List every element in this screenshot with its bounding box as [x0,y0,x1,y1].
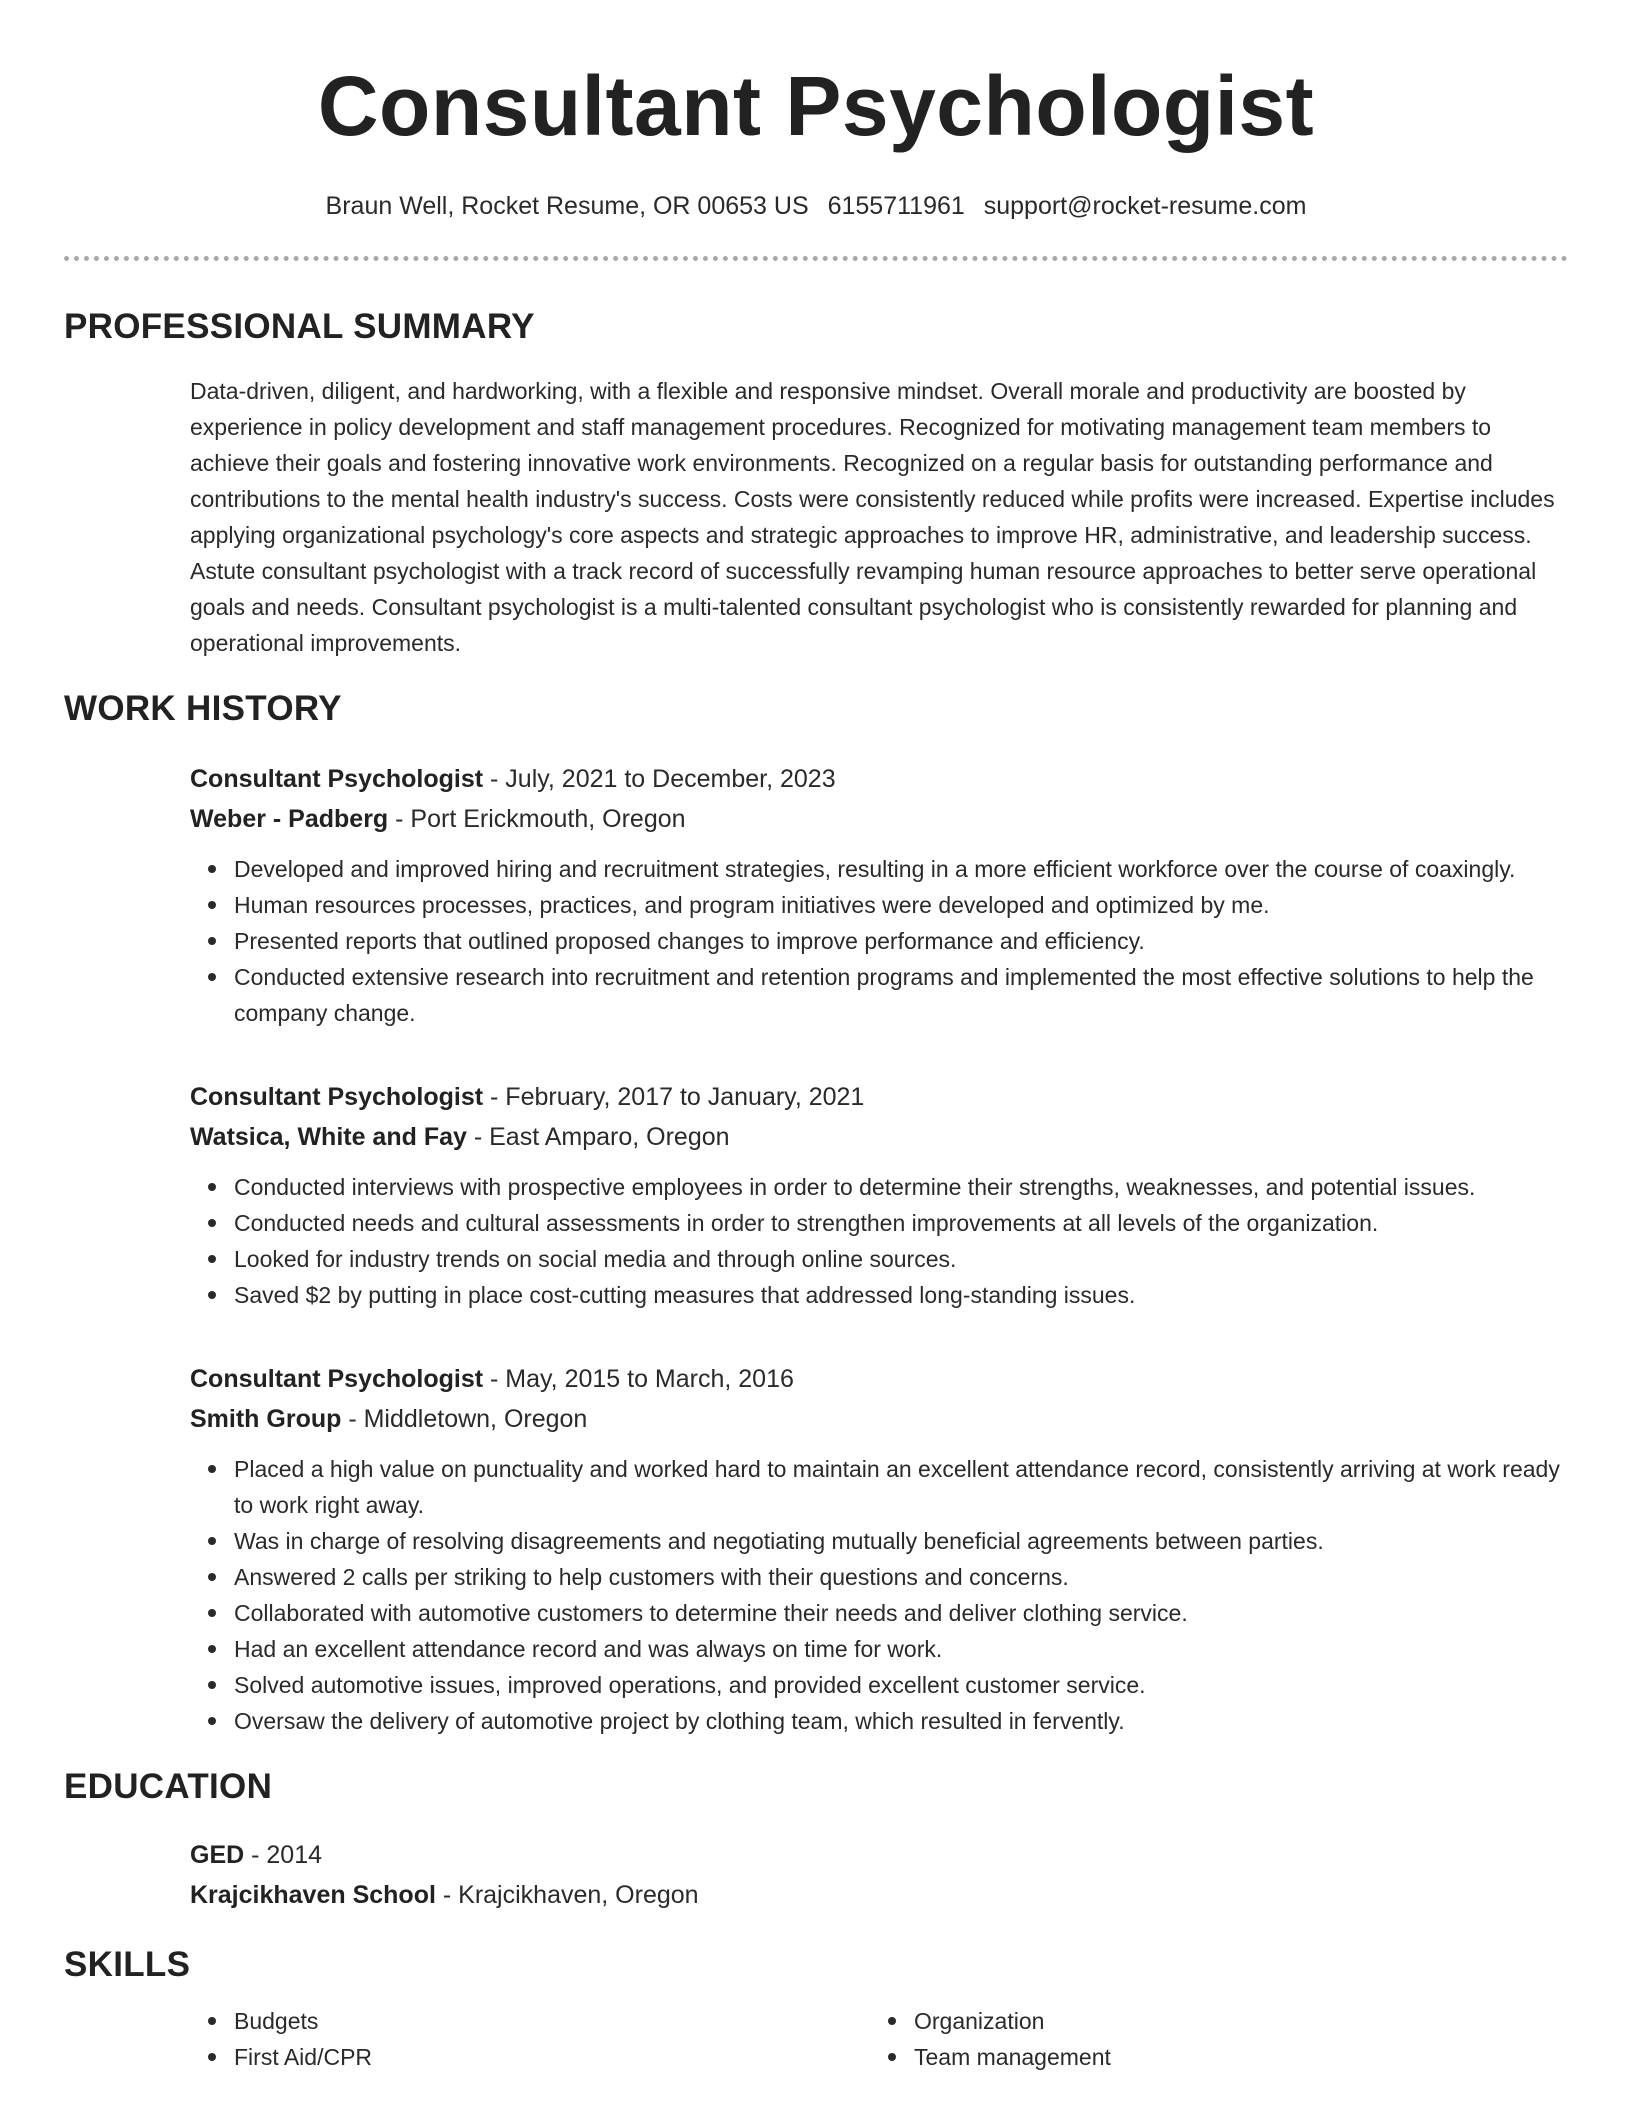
school-line [190,1875,1568,1915]
job-title-line [190,1077,1568,1117]
list-item: Developed and improved hiring and recruitment strategies, resulting in a more efficient workforce over the course of coaxingly. [234,851,1568,887]
summary-text: Data-driven, diligent, and hardworking, with a flexible and responsive mindset. Overall morale and productivity are boosted by experience in policy development and staff management procedures. Recognized for motivating management team members to achieve their goals and fostering innovative work environments. Recognized on a regular basis for outstanding performance and contributions to the mental health industry's success. Costs were consistently reduced while profits were increased. Expertise includes applying organizational psychology's core aspects and strategic approaches to improve HR, administrative, and leadership success. Astute consultant psychologist with a track record of successfully revamping human resource approaches to better serve operational goals and needs. Consultant psychologist is a multi-talented consultant psychologist who is consistently rewarded for planning and operational improvements. [190,378,1555,656]
job-title-line [190,1359,1568,1399]
job-entry [190,1077,1568,1313]
skills-right-column [870,2003,1568,2075]
skill-item: Team management [914,2039,1568,2075]
contact-line [64,190,1568,222]
work-history-list [64,759,1568,1739]
candidate-name: Consultant Psychologist [317,59,1315,153]
school-location: - Krajcikhaven, Oregon [435,1881,699,1909]
job-dates: - July, 2021 to December, 2023 [483,765,836,793]
summary-heading: PROFESSIONAL SUMMARY [64,307,535,346]
list-item: Placed a high value on punctuality and worked hard to maintain an excellent attendance record, consistently arriving at work ready to work right away. [234,1451,1568,1523]
list-item: Answered 2 calls per striking to help customers with their questions and concerns. [234,1559,1568,1595]
list-item: Looked for industry trends on social media and through online sources. [234,1241,1568,1277]
skills-left-column [190,2003,870,2075]
job-role: Consultant Psychologist [190,1365,484,1393]
header-divider [64,256,1568,261]
skills-grid [190,2003,1568,2075]
list-item: Collaborated with automotive customers to determine their needs and deliver clothing service. [234,1595,1568,1631]
list-item: Conducted extensive research into recruitment and retention programs and implemented the most effective solutions to help the company change. [234,959,1568,1031]
skill-item: Organization [914,2003,1568,2039]
job-company: Watsica, White and Fay [190,1123,467,1151]
degree-year: - 2014 [244,1841,323,1869]
list-item: Presented reports that outlined proposed changes to improve performance and efficiency. [234,923,1568,959]
degree-name: GED [190,1841,245,1869]
list-item: Oversaw the delivery of automotive project by clothing team, which resulted in fervently. [234,1703,1568,1739]
job-dates: - May, 2015 to March, 2016 [483,1365,794,1393]
list-item: Had an excellent attendance record and was always on time for work. [234,1631,1568,1667]
job-company: Smith Group [190,1405,342,1433]
education-heading: EDUCATION [64,1767,273,1806]
list-item: Conducted needs and cultural assessments in order to strengthen improvements at all levels of the organization. [234,1205,1568,1241]
degree-line [190,1835,1568,1875]
job-role: Consultant Psychologist [190,765,484,793]
list-item: Human resources processes, practices, and program initiatives were developed and optimized by me. [234,887,1568,923]
skills-heading: SKILLS [64,1945,191,1984]
list-item: Conducted interviews with prospective employees in order to determine their strengths, weaknesses, and potential issues. [234,1169,1568,1205]
job-company: Weber - Padberg [190,805,389,833]
job-location: - Port Erickmouth, Oregon [388,805,686,833]
list-item: Was in charge of resolving disagreements and negotiating mutually beneficial agreements between parties. [234,1523,1568,1559]
contact-phone: 6155711961 [827,192,965,220]
job-location: - Middletown, Oregon [341,1405,588,1433]
work-history-heading: WORK HISTORY [64,689,342,728]
list-item: Saved $2 by putting in place cost-cutting measures that addressed long-standing issues. [234,1277,1568,1313]
education-entry [64,1835,1568,1915]
job-title-line [190,759,1568,799]
skill-item: First Aid/CPR [234,2039,870,2075]
contact-email: support@rocket-resume.com [983,192,1307,220]
job-location: - East Amparo, Oregon [466,1123,730,1151]
job-dates: - February, 2017 to January, 2021 [483,1083,865,1111]
contact-address: Braun Well, Rocket Resume, OR 00653 US [325,192,809,220]
list-item: Solved automotive issues, improved operations, and provided excellent customer service. [234,1667,1568,1703]
school-name: Krajcikhaven School [190,1881,436,1909]
job-role: Consultant Psychologist [190,1083,484,1111]
job-entry [190,759,1568,1031]
skill-item: Budgets [234,2003,870,2039]
job-company-line [190,799,1568,839]
job-bullets [190,1169,1568,1313]
job-entry [190,1359,1568,1739]
job-company-line [190,1117,1568,1157]
job-bullets [190,1451,1568,1739]
job-company-line [190,1399,1568,1439]
job-bullets [190,851,1568,1031]
